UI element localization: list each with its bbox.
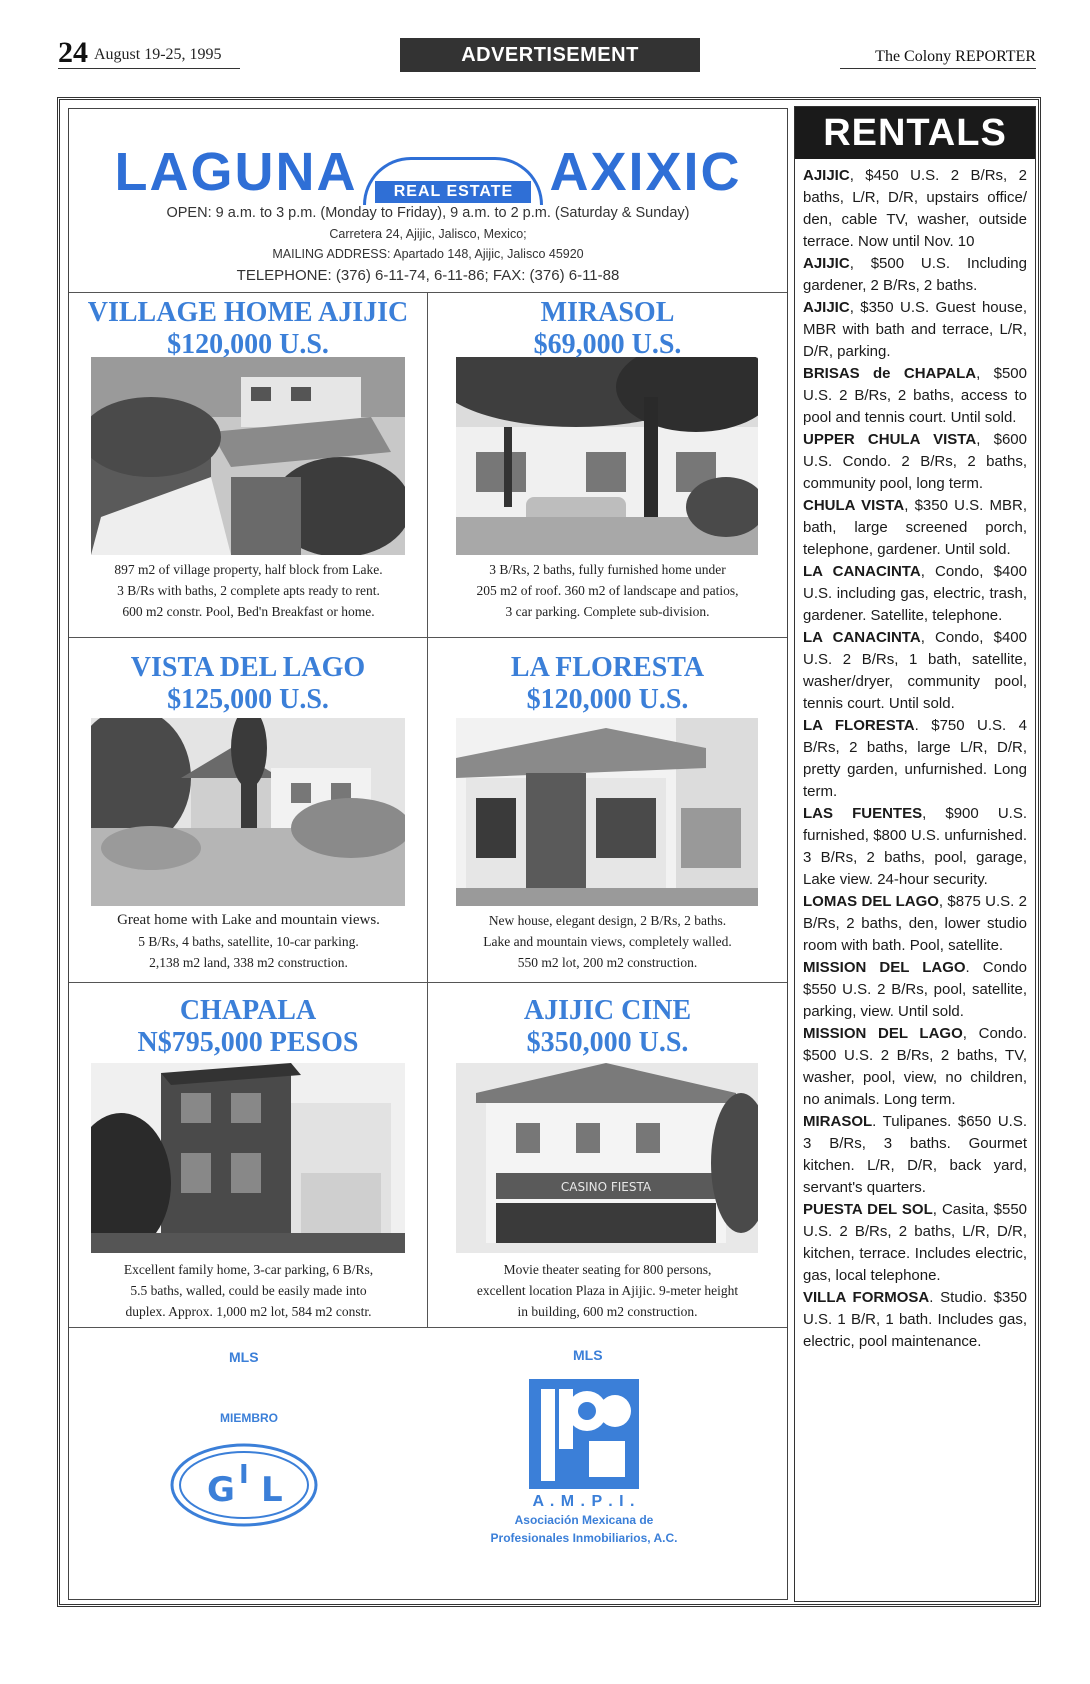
rental-location: UPPER CHULA VISTA: [803, 431, 977, 448]
property-price: $120,000 U.S.: [526, 684, 689, 715]
rental-listing: [803, 165, 1027, 253]
rental-listing: [803, 627, 1027, 715]
ampi-name-line-2: Profesionales Inmobiliarios, A.C.: [490, 1531, 678, 1545]
description-line: duplex. Approx. 1,000 m2 lot, 584 m2 constr.: [125, 1304, 372, 1319]
rental-listing: [803, 297, 1027, 363]
rental-details: , $500 U.S. 2 B/Rs, 2 baths, access to pool and tennis court. Until sold.: [803, 365, 1027, 426]
real-estate-badge: [363, 153, 543, 203]
description-line: in building, 600 m2 construction.: [517, 1304, 698, 1319]
rental-listing: [803, 891, 1027, 957]
description-line: excellent location Plaza in Ajijic. 9-meter height: [476, 1283, 739, 1298]
property-photo: [91, 357, 405, 555]
rental-location: LAS FUENTES: [803, 805, 923, 822]
advertisement-frame: [57, 97, 1041, 1607]
property-price: $350,000 U.S.: [526, 1027, 689, 1058]
property-description: [434, 559, 781, 622]
rental-listing: [803, 957, 1027, 1023]
rental-listing: [803, 803, 1027, 891]
header-rule-right: [840, 68, 1036, 69]
property-photo: [456, 718, 758, 906]
rental-location: MISSION DEL LAGO: [803, 959, 966, 976]
rental-details: , $500 U.S. Including gardener, 2 B/Rs, 2 baths.: [803, 255, 1027, 294]
rental-location: BRISAS de CHAPALA: [803, 365, 977, 382]
property-price: $69,000 U.S.: [533, 329, 682, 360]
rental-listing: [803, 1287, 1027, 1353]
rental-location: CHULA VISTA: [803, 497, 905, 514]
description-line: 205 m2 of roof. 360 m2 of landscape and patios,: [476, 583, 739, 598]
description-line: 3 B/Rs with baths, 2 complete apts ready to rent.: [117, 583, 380, 598]
property-village-home-ajijic: [69, 293, 428, 638]
property-vista-del-lago: [69, 638, 428, 983]
property-ajijic-cine: [428, 983, 787, 1328]
ampi-logo-icon: [529, 1379, 639, 1489]
rental-listing: [803, 363, 1027, 429]
property-chapala: [69, 983, 428, 1328]
rental-details: . Tulipanes. $650 U.S. 3 B/Rs, 3 baths. Gourmet kitchen. L/R, D/R, back yard, servant's quarters.: [803, 1113, 1027, 1196]
rental-listing: [803, 1111, 1027, 1199]
rental-details: , $350 U.S. MBR, bath, large screened porch, telephone, gardener. Until sold.: [803, 497, 1027, 558]
property-description: [75, 1259, 422, 1322]
newspaper-name: The Colony REPORTER: [875, 48, 1036, 65]
rental-listing: [803, 253, 1027, 297]
movie-theater-photo-icon: [456, 1063, 758, 1253]
rental-details: . Condo $550 U.S. 2 B/Rs, pool, satellite, parking, view. Until sold.: [803, 959, 1027, 1020]
agency-name-left: LAGUNA: [114, 142, 358, 202]
rental-location: LOMAS DEL LAGO: [803, 893, 939, 910]
description-line: 3 car parking. Complete sub-division.: [505, 604, 710, 619]
real-estate-ad: [68, 108, 788, 1600]
rentals-list: [803, 165, 1027, 1353]
property-photo: [91, 1063, 405, 1253]
rental-location: LA CANACINTA: [803, 629, 921, 646]
property-description: [434, 910, 781, 973]
rental-location: LA CANACINTA: [803, 563, 921, 580]
property-title: VISTA DEL LAGO: [130, 652, 366, 683]
description-line: New house, elegant design, 2 B/Rs, 2 baths.: [488, 913, 727, 928]
rental-location: MIRASOL: [803, 1113, 873, 1130]
gil-logo-icon: [169, 1439, 319, 1531]
description-line: 550 m2 lot, 200 m2 construction.: [517, 955, 698, 970]
property-title: AJIJIC CINE: [523, 995, 692, 1026]
rental-listing: [803, 561, 1027, 627]
rental-location: AJIJIC: [803, 167, 850, 184]
rental-details: , $600 U.S. Condo. 2 B/Rs, 2 baths, community pool, long term.: [803, 431, 1027, 492]
property-description: [75, 910, 422, 973]
rental-listing: [803, 1199, 1027, 1287]
advertisement-banner: ADVERTISEMENT: [400, 38, 700, 72]
property-title: MIRASOL: [540, 297, 675, 328]
property-title: CHAPALA: [179, 995, 317, 1026]
mailing-address: MAILING ADDRESS: Apartado 148, Ajijic, Jalisco 45920: [272, 247, 584, 261]
description-line: 3 B/Rs, 2 baths, fully furnished home under: [489, 562, 726, 577]
description-line: 5.5 baths, walled, could be easily made into: [130, 1283, 367, 1298]
property-la-floresta: [428, 638, 787, 983]
rental-details: , $450 U.S. 2 B/Rs, 2 baths, L/R, D/R, upstairs office/ den, cable TV, washer, outside terrace. Now until Nov. 10: [803, 167, 1027, 250]
rental-details: , Condo, $400 U.S. 2 B/Rs, 1 bath, satellite, washer/dryer, community pool, tennis court. Until sold.: [803, 629, 1027, 712]
agency-name-right: AXIXIC: [549, 142, 742, 202]
rental-location: AJIJIC: [803, 299, 850, 316]
property-description: [434, 1259, 781, 1322]
description-line: Movie theater seating for 800 persons,: [503, 1262, 712, 1277]
property-description: [75, 559, 422, 622]
description-line: 600 m2 constr. Pool, Bed'n Breakfast or home.: [122, 604, 375, 619]
page-header: [58, 36, 1036, 72]
description-line: Lake and mountain views, completely walled.: [483, 934, 732, 949]
mirasol-house-photo-icon: [456, 357, 758, 555]
rental-location: MISSION DEL LAGO: [803, 1025, 963, 1042]
rentals-title: RENTALS: [795, 107, 1035, 159]
issue-date: August 19-25, 1995: [94, 46, 222, 63]
description-line: 2,138 m2 land, 338 m2 construction.: [149, 955, 348, 970]
rental-details: , $900 U.S. furnished, $800 U.S. unfurnished. 3 B/Rs, 2 baths, pool, garage, Lake view. 24-hour security.: [803, 805, 1027, 888]
property-price: N$795,000 PESOS: [137, 1027, 359, 1058]
rental-location: PUESTA DEL SOL: [803, 1201, 933, 1218]
page-number: 24: [58, 36, 88, 69]
rental-listing: [803, 429, 1027, 495]
gil-letter-l: L: [261, 1470, 283, 1510]
la-floresta-house-photo-icon: [456, 718, 758, 906]
rental-location: AJIJIC: [803, 255, 850, 272]
property-price: $125,000 U.S.: [167, 684, 329, 715]
rental-details: , $350 U.S. Guest house, MBR with bath and terrace, L/R, D/R, parking.: [803, 299, 1027, 360]
rental-listing: [803, 495, 1027, 561]
description-line: 897 m2 of village property, half block from Lake.: [114, 562, 383, 577]
property-photo: [91, 718, 405, 906]
description-line: Great home with Lake and mountain views.: [117, 912, 380, 928]
chapala-house-photo-icon: [91, 1063, 405, 1253]
header-rule-left: [58, 68, 240, 69]
membership-logos: [69, 1327, 787, 1599]
property-photo: [456, 1063, 758, 1253]
rental-listing: [803, 1023, 1027, 1111]
telephone-fax: TELEPHONE: (376) 6-11-74, 6-11-86; FAX: (376) 6-11-88: [236, 267, 620, 284]
rental-details: , $875 U.S. 2 B/Rs, 2 baths, den, lower studio room with bath. Pool, satellite.: [803, 893, 1028, 954]
svg-text:CASINO FIESTA: CASINO FIESTA: [560, 1180, 652, 1194]
property-title: LA FLORESTA: [510, 652, 705, 683]
office-address: Carretera 24, Ajijic, Jalisco, Mexico;: [329, 227, 527, 241]
property-price: $120,000 U.S.: [167, 329, 329, 360]
office-hours: OPEN: 9 a.m. to 3 p.m. (Monday to Friday), 9 a.m. to 2 p.m. (Saturday & Sunday): [166, 205, 690, 221]
miembro-label: MIEMBRO: [220, 1411, 278, 1425]
rental-location: VILLA FORMOSA: [803, 1289, 930, 1306]
property-photo: [456, 357, 758, 555]
ampi-acronym: A . M . P . I .: [532, 1493, 636, 1510]
agency-logo: [69, 141, 787, 203]
description-line: 5 B/Rs, 4 baths, satellite, 10-car parking.: [138, 934, 359, 949]
real-estate-badge-label: REAL ESTATE: [375, 181, 531, 203]
rental-details: , Condo. $500 U.S. 2 B/Rs, 2 baths, TV, washer, pool, view, no children, no animals. Long term.: [803, 1025, 1027, 1108]
mls-label-right: MLS: [573, 1347, 603, 1363]
rental-details: . $750 U.S. 4 B/Rs, 2 baths, large L/R, D/R, pretty garden, unfurnished. Long term.: [803, 717, 1027, 800]
rental-details: , Casita, $550 U.S. 2 B/Rs, 2 baths, L/R, D/R, kitchen, terrace. Includes electric, gas, local telephone.: [803, 1201, 1028, 1284]
rental-details: . Studio. $350 U.S. 1 B/R, 1 bath. Includes gas, electric, pool maintenance.: [803, 1289, 1027, 1350]
mls-label-left: MLS: [229, 1349, 259, 1365]
rental-details: , Condo, $400 U.S. including gas, electric, trash, gardener. Satellite, telephone.: [803, 563, 1027, 624]
village-house-photo-icon: [91, 357, 405, 555]
description-line: Excellent family home, 3-car parking, 6 B/Rs,: [123, 1262, 374, 1277]
gil-letter-i: I: [239, 1460, 249, 1490]
vista-del-lago-house-photo-icon: [91, 718, 405, 906]
agency-header: [69, 109, 787, 293]
rental-location: LA FLORESTA: [803, 717, 915, 734]
ampi-name-line-1: Asociación Mexicana de: [514, 1513, 654, 1527]
gil-letter-g: G: [207, 1470, 235, 1510]
rental-listing: [803, 715, 1027, 803]
property-title: VILLAGE HOME AJIJIC: [87, 297, 409, 328]
rentals-column: [794, 106, 1036, 1602]
property-mirasol: [428, 293, 787, 638]
